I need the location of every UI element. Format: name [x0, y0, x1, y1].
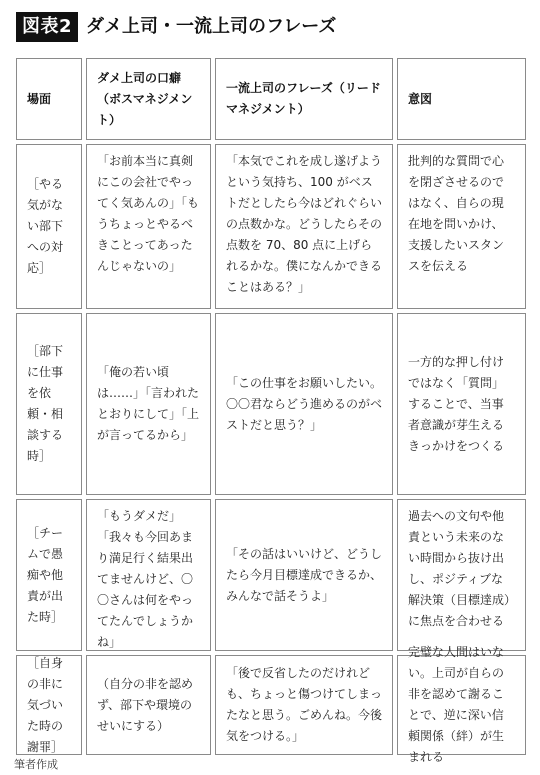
table-row-1-intent: 批判的な質問で心を閉ざさせるのではなく、自らの現在地を問いかけ、支援したいスタンスを伝える	[397, 144, 526, 309]
table-row-2-bad-phrase: 「俺の若い頃は……」「言われたとおりにして」「上が言ってるから」	[86, 313, 211, 495]
column-header-bad-boss: ダメ上司の口癖（ボスマネジメント）	[86, 58, 211, 140]
phrase-table	[16, 58, 526, 764]
table-row-3-intent: 過去への文句や他責という未来のない時間から抜け出し、ポジティブな解決策（目標達成）に焦点を合わせる	[397, 499, 526, 651]
table-row-1-scene: ［やる気がない部下への対応］	[16, 144, 82, 309]
source-note: 筆者作成	[14, 758, 58, 771]
table-row-2-intent: 一方的な押し付けではなく「質問」することで、当事者意識が芽生えるきっかけをつくる	[397, 313, 526, 495]
figure-badge: 図表2	[16, 12, 78, 42]
table-row-4-scene: ［自身の非に気づいた時の謝罪］	[16, 655, 82, 755]
table-row-4-bad-phrase: （自分の非を認めず、部下や環境のせいにする）	[86, 655, 211, 755]
table-row-1-good-phrase: 「本気でこれを成し遂げようという気持ち、100 がベストだとしたら今はどれぐらいの点数かな。どうしたらその点数を 70、80 点に上げられるかな。僕になんかできることはある？」	[215, 144, 393, 309]
column-header-intent: 意図	[397, 58, 526, 140]
table-row-3-good-phrase: 「その話はいいけど、どうしたら今月目標達成できるか、みんなで話そうよ」	[215, 499, 393, 651]
table-row-4-intent: 完璧な人間はいない。上司が自らの非を認めて謝ることで、逆に深い信頼関係（絆）が生まれる	[397, 655, 526, 755]
column-header-good-boss: 一流上司のフレーズ（リードマネジメント）	[215, 58, 393, 140]
table-row-2-good-phrase: 「この仕事をお願いしたい。〇〇君ならどう進めるのがベストだと思う？」	[215, 313, 393, 495]
table-row-3-scene: ［チームで愚痴や他責が出た時］	[16, 499, 82, 651]
column-header-scene: 場面	[16, 58, 82, 140]
table-row-3-bad-phrase: 「もうダメだ」「我々も今回あまり満足行く結果出てませんけど、〇〇さんは何をやってたんでしょうかね」	[86, 499, 211, 651]
table-row-4-good-phrase: 「後で反省したのだけれども、ちょっと傷つけてしまったなと思う。ごめんね。今後気をつける。」	[215, 655, 393, 755]
figure-heading: ダメ上司・一流上司のフレーズ	[86, 16, 337, 37]
table-row-1-bad-phrase: 「お前本当に真剣にこの会社でやってく気あんの」「もうちょっとやるべきことってあったんじゃないの」	[86, 144, 211, 309]
table-row-2-scene: ［部下に仕事を依頼・相談する時］	[16, 313, 82, 495]
figure-title	[16, 12, 336, 42]
